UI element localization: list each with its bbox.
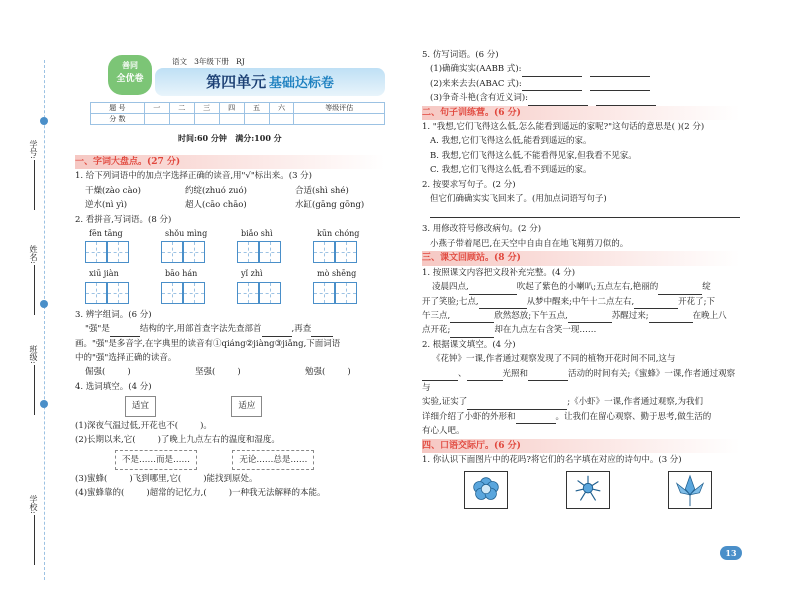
unit-subtitle: 基础达标卷: [268, 76, 334, 91]
side-dot-mid: [40, 300, 48, 308]
side-school: 学校:: [29, 495, 38, 514]
q3-line3: 中的"强"选择正确的读音。: [75, 353, 177, 364]
q5-item-1: (1)确确实实(AABB 式):: [422, 62, 740, 76]
q5-prompt: 5. 仿写词语。(6 分): [422, 50, 499, 60]
t2-line2: 、 光照和 活动的时间有关;《蜜蜂》一课,作者通过观察与: [422, 368, 736, 393]
t2-line1: 《花钟》一课,作者通过观察发现了不同的植物开花时间不同,这与: [432, 354, 676, 365]
flower-image-2: [566, 471, 610, 509]
title-banner: [155, 68, 385, 96]
r1-option-b[interactable]: B. 我想,它们飞得这么低,不能看得见家,但我看不见家。: [430, 150, 637, 161]
r3-sentence[interactable]: 小燕子带着尾巴,在天空中自由自在地飞翔剪刀似的。: [430, 238, 629, 249]
section-2-heading: 二、句子训练营。(6 分): [422, 106, 740, 120]
t2-line3: 实验,证实了 ;《小虾》一课,作者通过观察,为我们: [422, 395, 740, 409]
left-column: [75, 155, 385, 501]
q1-prompt: 1. 给下列词语中的加点字选择正确的读音,用"√"标出来。(3 分): [75, 171, 312, 182]
time-info: 时间:60 分钟 满分:100 分: [178, 133, 282, 143]
answer-blank[interactable]: [110, 328, 140, 337]
t1-prompt: 1. 按照课文内容把文段补充完整。(4 分): [422, 267, 576, 278]
unit-title: 第四单元: [206, 73, 267, 91]
pinyin-row1: fēn tāng shǒu mìng biǎo shì kūn chóng: [89, 229, 360, 239]
flower-image-1: [464, 471, 508, 509]
q4-word-box-2: 不是……而是…… 无论……总是……: [75, 450, 385, 470]
section-4-heading: 四、口语交际厅。(6 分): [422, 439, 740, 453]
subject: 语文: [172, 57, 187, 66]
q3-words: 倔强( ) 坚强( ) 勉强( ): [85, 367, 351, 378]
q3-line1: "强"是 结构的字,用部首查字法先查部首 ,再查: [75, 322, 385, 336]
header-meta: [172, 56, 245, 67]
r2-answer-line[interactable]: [430, 206, 740, 218]
score-row-values: 分 数: [91, 114, 385, 125]
grid-row1: [75, 241, 385, 263]
q3-prompt: 3. 辨字组词。(6 分): [75, 309, 152, 320]
t2-prompt: 2. 根据课文填空。(4 分): [422, 339, 516, 350]
grade: 3年级下册: [194, 57, 229, 66]
flower-images: [422, 471, 740, 509]
flower-image-3: [668, 471, 712, 509]
o1-prompt: 1. 你认识下面图片中的花吗?将它们的名字填在对应的诗句中。(3 分): [422, 454, 682, 465]
grid-answer[interactable]: [85, 241, 129, 263]
section-1-heading: 一、字词大盘点。(27 分): [75, 155, 385, 169]
page-number: 13: [720, 546, 742, 560]
t2-line4: 详细介绍了小虾的外形和 。让我们在留心观察、勤于思考,做生活的: [422, 410, 740, 424]
score-table: [90, 102, 385, 125]
side-student-id: 学号:: [29, 140, 38, 159]
side-name-line: [34, 265, 35, 315]
r2-sentence: 但它们确确实实飞回来了。(用加点词语写句子): [430, 194, 607, 205]
r1-prompt: 1. "我想,它们飞得这么低,怎么能看到遥远的家呢?"这句话的意思是( )(2 分): [422, 122, 705, 133]
grid-answer[interactable]: [313, 241, 357, 263]
answer-blank[interactable]: [262, 328, 292, 337]
logo-text-bottom: 全优卷: [116, 74, 144, 84]
section-3-heading: 三、课文回顾站。(8 分): [422, 251, 740, 265]
q5-item-3: (3)争奇斗艳(含有近义词):: [422, 91, 740, 105]
grid-answer[interactable]: [313, 282, 357, 304]
q4-sentence-4: (4)蜜蜂靠的( )超常的记忆力,( )一种我无法解释的本能。: [75, 488, 326, 499]
r1-option-c[interactable]: C. 我想,它们飞得这么低,看不到遥远的家。: [430, 165, 592, 176]
side-dot-top: [40, 117, 48, 125]
t1-line4: 点开花; 却在九点左右含笑一现……: [422, 323, 740, 337]
q4-sentence-2: (2)长期以来,它( )了晚上九点左右的温度和湿度。: [75, 435, 280, 446]
q4-sentence-3: (3)蜜蜂( )飞到哪里,它( )能找到原处。: [75, 473, 258, 484]
q4-sentence-1: (1)深夜气温过低,开花也不( )。: [75, 420, 212, 431]
edition: RJ: [236, 57, 245, 66]
side-dot-bottom: [40, 400, 48, 408]
logo-badge: [108, 55, 152, 95]
right-column: [422, 48, 740, 509]
side-class: 班级:: [29, 345, 38, 364]
grid-answer[interactable]: [85, 282, 129, 304]
q2-prompt: 2. 看拼音,写词语。(8 分): [75, 214, 172, 225]
r1-option-a[interactable]: A. 我想,它们飞得这么低,能看到遥远的家。: [430, 136, 592, 147]
side-name: 姓名:: [29, 245, 38, 264]
pinyin-row2: xiū jiàn bāo hán yǐ zhì mò shēng: [89, 269, 357, 279]
side-class-line: [34, 365, 35, 415]
grid-answer[interactable]: [237, 241, 281, 263]
t2-line5: 有心人吧。: [422, 426, 465, 437]
q4-prompt: 4. 选词填空。(4 分): [75, 381, 152, 392]
grid-answer[interactable]: [161, 241, 205, 263]
r2-prompt: 2. 按要求写句子。(2 分): [422, 179, 516, 190]
q5-item-2: (2)来来去去(ABAC 式):: [422, 77, 740, 91]
t1-line3: 午三点, 欣然怒放;下午五点, 苏醒过来; 在晚上八: [422, 309, 740, 323]
q1-items-row2: 逆水(nì yì) 超人(cāo chāo) 水缸(gāng gōng): [85, 200, 365, 211]
grid-row2: [75, 282, 385, 304]
t1-line1: 凌晨四点, 吹起了紫色的小喇叭;五点左右,艳丽的 绽: [422, 280, 740, 294]
logo-text-top: 善同: [122, 60, 138, 70]
q4-word-box-1: 适宜 适应: [75, 396, 385, 416]
t1-line2: 开了笑脸;七点, 从梦中醒来;中午十二点左右, 开花了;下: [422, 295, 740, 309]
score-row-header: 题 号 一 二 三 四 五 六 等级评估: [91, 103, 385, 114]
binding-line: [44, 60, 45, 580]
q1-items-row1: 干燥(zào cào) 约绽(zhuó zuó) 合适(shì shé): [85, 185, 349, 196]
grid-answer[interactable]: [237, 282, 281, 304]
answer-blank[interactable]: [311, 328, 333, 337]
r3-prompt: 3. 用修改符号修改病句。(2 分): [422, 224, 542, 235]
grid-answer[interactable]: [161, 282, 205, 304]
q3-line2: 画。"强"是多音字,在字典里的读音有①qiáng②jiàng③jiǎng,下面词语: [75, 338, 341, 349]
side-school-line: [34, 515, 35, 565]
side-id-line: [34, 160, 35, 210]
